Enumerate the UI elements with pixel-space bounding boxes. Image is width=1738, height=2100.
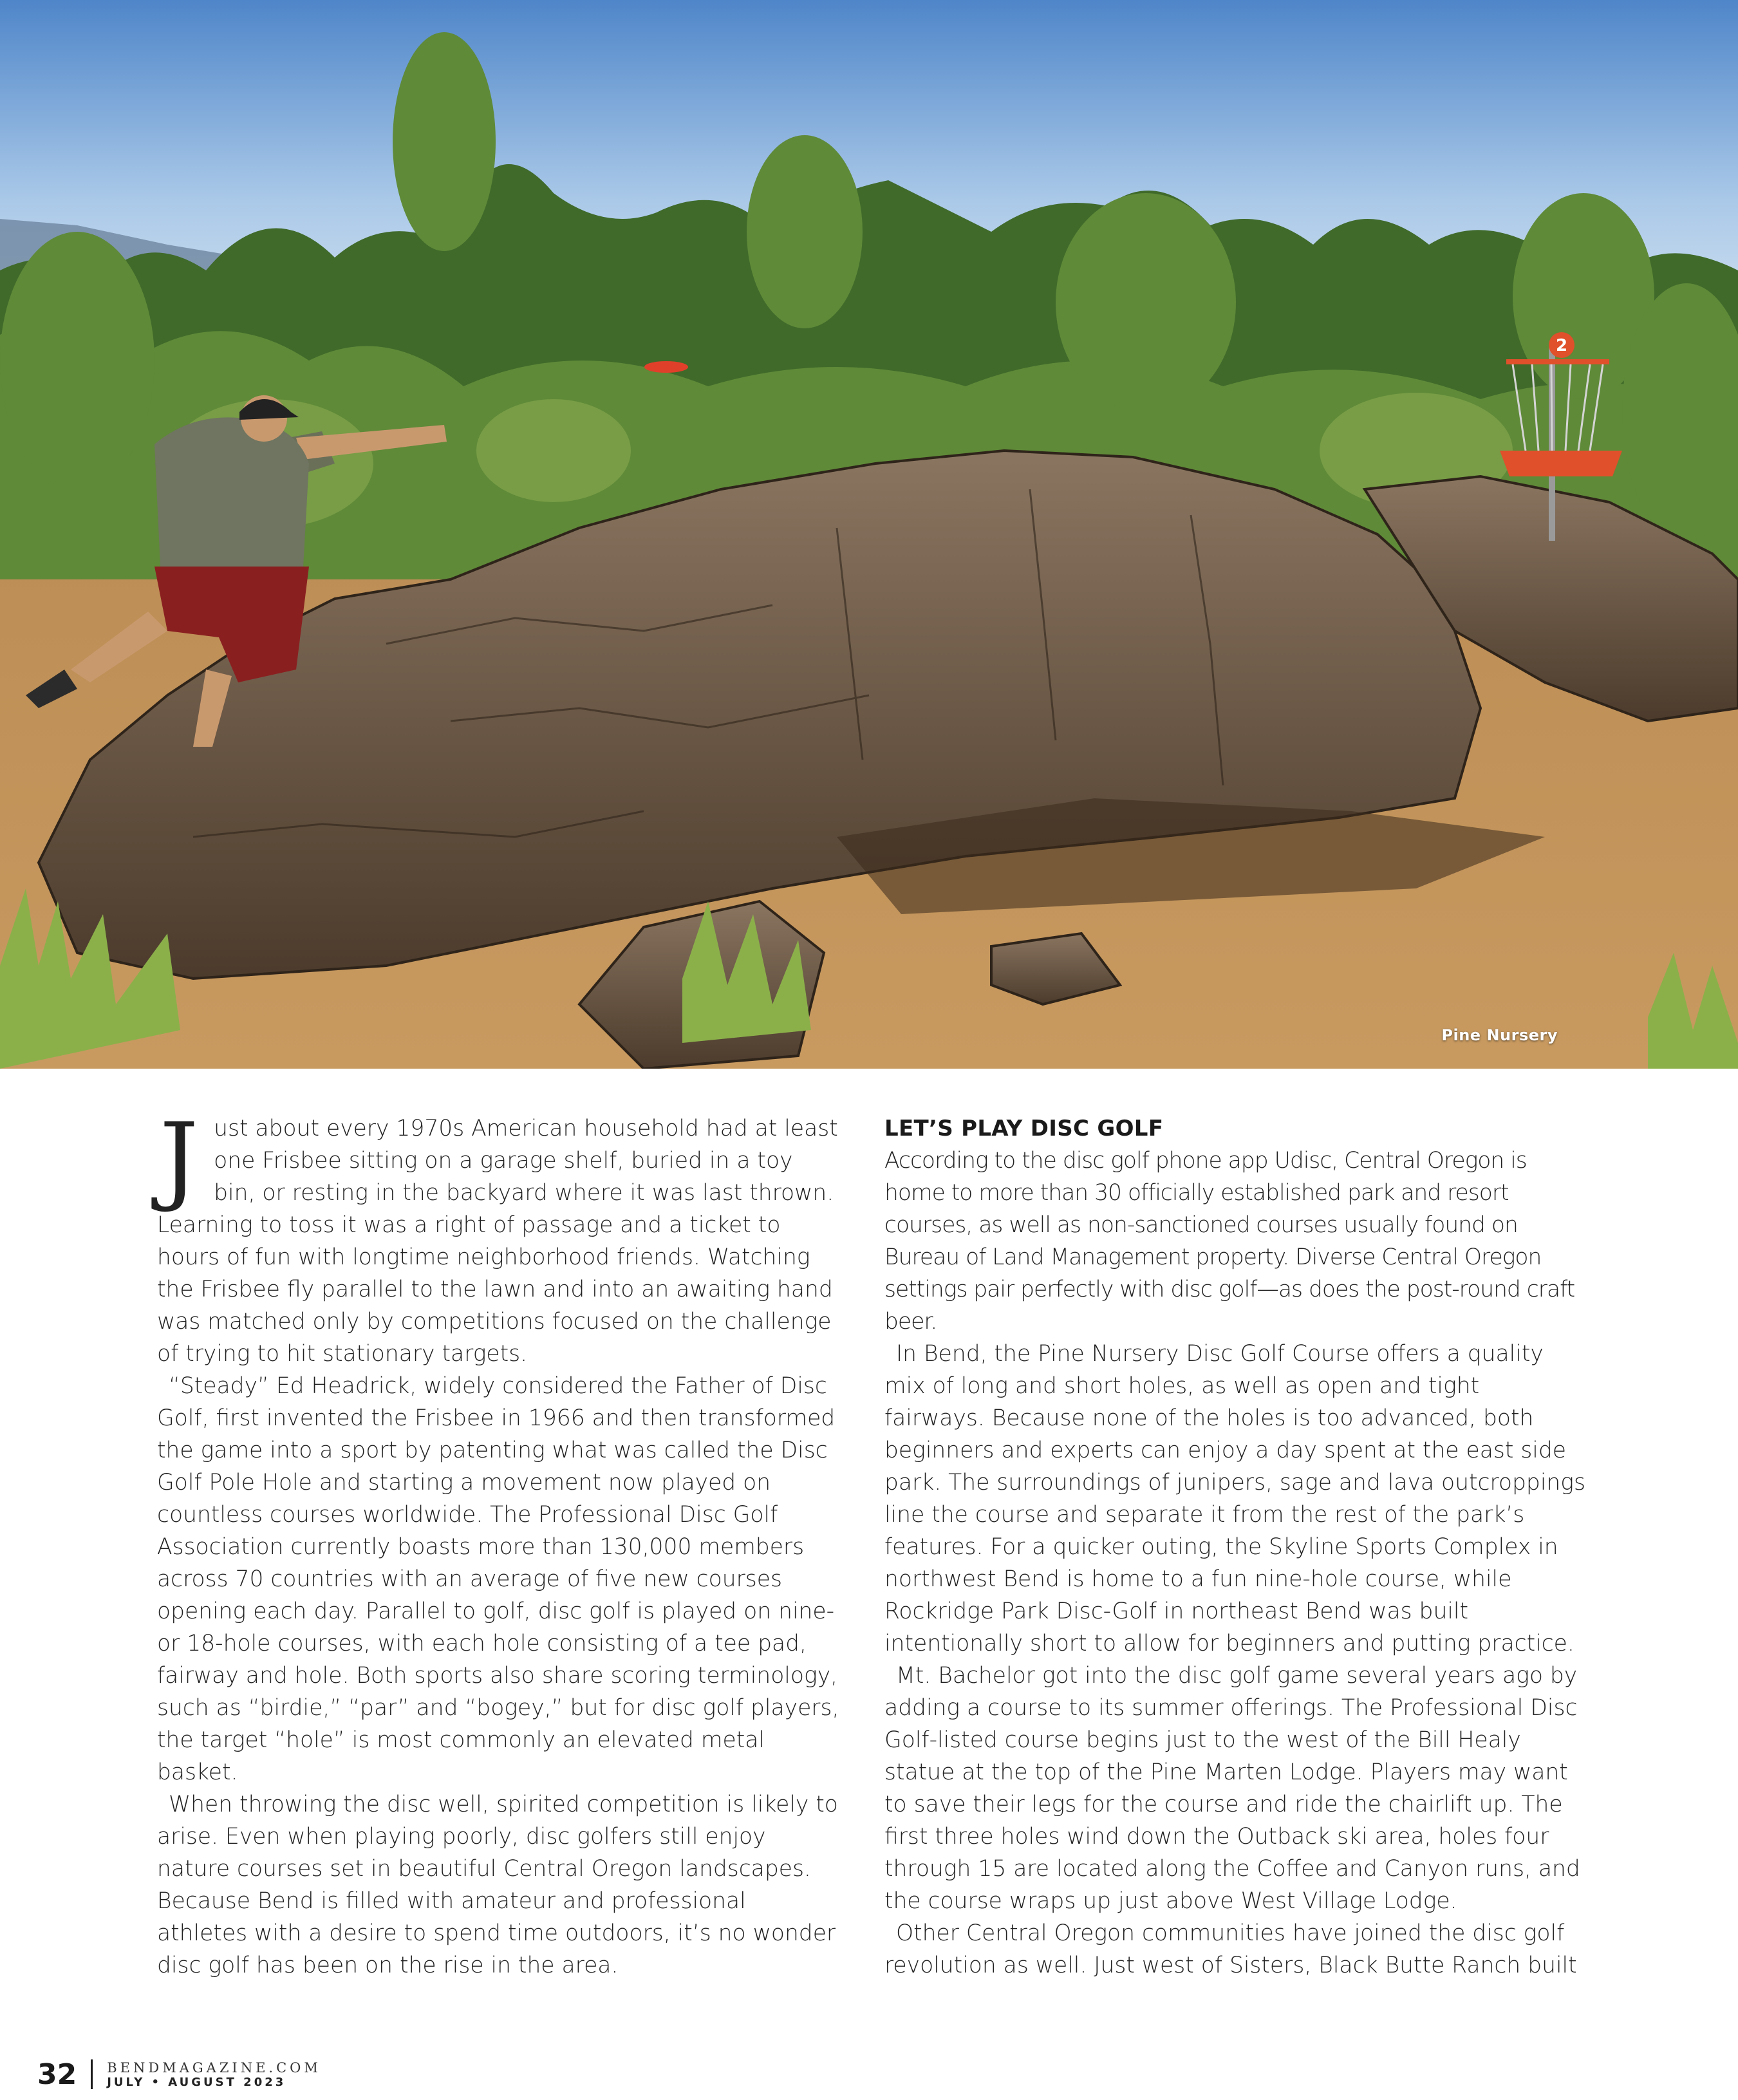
article-column-left bbox=[157, 1103, 839, 1982]
footer-text bbox=[107, 2060, 321, 2089]
article-paragraph: In Bend, the Pine Nursery Disc Golf Course offers a quality mix of long and short holes, as well as open and tight fairways. Because none of the holes is too advanced, both beginners and experts can enjoy a day spent at the east side park. The surroundings of junipers, sage and lava outcroppings line the course and separate it from the rest of the park’s features. For a quicker outing, the Skyline Sports Complex in northwest Bend is home to a fun nine-hole course, while Rockridge Park Disc-Golf in northeast Bend was built intentionally short to allow for beginners and putting practice. bbox=[884, 1341, 1585, 1656]
page-footer bbox=[37, 2055, 321, 2094]
basket-number-label: 2 bbox=[1555, 336, 1568, 355]
photo-caption: Pine Nursery bbox=[1441, 1026, 1558, 1044]
section-heading: LET’S PLAY DISC GOLF bbox=[884, 1116, 1164, 1141]
article-paragraph: When throwing the disc well, spirited competition is likely to arise. Even when playing poorly, disc golfers still enjoy nature courses set in beautiful Central Oregon landscapes. Because Bend is filled with amateur and professional athletes with a desire to spend time outdoors, it’s no wonder disc golf has been on the rise in the area. bbox=[157, 1792, 838, 1978]
article-paragraph bbox=[157, 1103, 839, 1370]
article-paragraph: “Steady” Ed Headrick, widely considered the Father of Disc Golf, first invented the Frisbee in 1966 and then transformed the game into a sport by patenting what was called the Disc Golf Pole Hole and starting a movement now played on countless courses worldwide. The Professional Disc Golf Association currently boasts more than 130,000 members across 70 countries with an average of five new courses opening each day. Parallel to golf, disc golf is played on nine- or 18-hole courses, with each hole consisting of a tee pad, fairway and hole. Both sports also share scoring terminology, such as “birdie,” “par” and “bogey,” but for disc golf players, the target “hole” is most commonly an elevated metal basket. bbox=[157, 1373, 839, 1785]
article-paragraph: Other Central Oregon communities have joined the disc golf revolution as well. Just west of Sisters, Black Butte Ranch built bbox=[884, 1920, 1577, 1978]
drop-cap: J bbox=[160, 1103, 199, 1215]
footer-divider bbox=[91, 2059, 93, 2089]
paragraph-text: ust about every 1970s American household had at least one Frisbee sitting on a garage shelf, buried in a toy bin, or resting in the backyard where it was last thrown. Learning to toss it was a right of passage and a ticket to hours of fun with longtime neighborhood friends. Watching the Frisbee fly parallel to the lawn and into an awaiting hand was matched only by competitions focused on the challenge of trying to hit stationary targets. bbox=[157, 1116, 838, 1367]
article-column-right bbox=[884, 1112, 1586, 1982]
article-paragraph: According to the disc golf phone app Udisc, Central Oregon is home to more than 30 officially established park and resort courses, as well as non-sanctioned courses usually found on Bureau of Land Management property. Diverse Central Oregon settings pair perfectly with disc golf—as does the post-round craft beer. bbox=[884, 1148, 1575, 1335]
page-number: 32 bbox=[37, 2058, 77, 2091]
article-paragraph: Mt. Bachelor got into the disc golf game several years ago by adding a course to its summer offerings. The Professional Disc Golf-listed course begins just to the west of the Bill Healy statue at the top of the Pine Marten Lodge. Players may want to save their legs for the course and ride the chairlift up. The first three holes wind down the Outback ski area, holes four through 15 are located along the Coffee and Canyon runs, and the course wraps up just above West Village Lodge. bbox=[884, 1663, 1580, 1914]
issue-date: JULY • AUGUST 2023 bbox=[107, 2075, 286, 2089]
magazine-website: BENDMAGAZINE.COM bbox=[107, 2059, 321, 2076]
